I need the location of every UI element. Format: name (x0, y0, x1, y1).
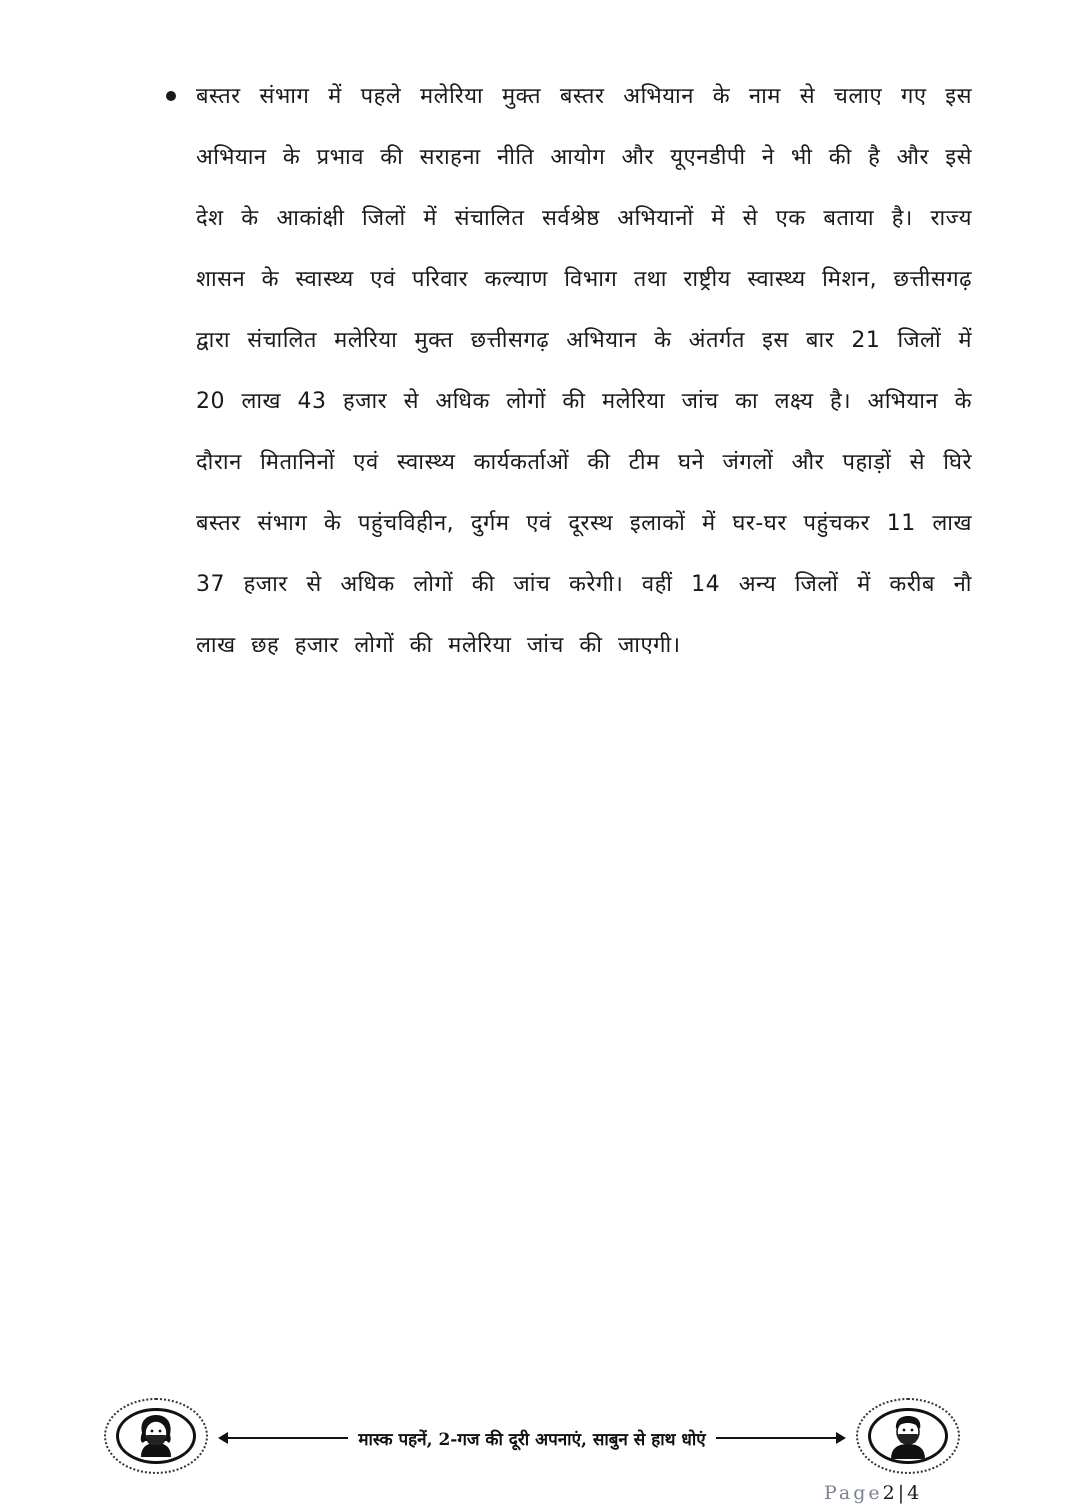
bullet-list-item (160, 66, 972, 676)
masked-woman-icon (116, 1408, 196, 1464)
body-paragraph: बस्तर संभाग में पहले मलेरिया मुक्त बस्तर अभियान के नाम से चलाए गए इस अभियान के प्रभाव की सराहना नीति आयोग और यूएनडीपी ने भी की है और इसे देश के आकांक्षी जिलों में संचालित सर्वश्रेष्ठ अभियानों में से एक बताया है। राज्य शासन के स्वास्थ्य एवं परिवार कल्याण विभाग तथा राष्ट्रीय स्वास्थ्य मिशन, छत्तीसगढ़ द्वारा संचालित मलेरिया मुक्त छत्तीसगढ़ अभियान के अंतर्गत इस बार 21 जिलों में 20 लाख 43 हजार से अधिक लोगों की मलेरिया जांच का लक्ष्य है। अभियान के दौरान मितानिनों एवं स्वास्थ्य कार्यकर्ताओं की टीम घने जंगलों और पहाड़ों से घिरे बस्तर संभाग के पहुंचविहीन, दुर्गम एवं दूरस्थ इलाकों में घर-घर पहुंचकर 11 लाख 37 हजार से अधिक लोगों की जांच करेगी। वहीं 14 अन्य जिलों में करीब नौ लाख छह हजार लोगों की मलेरिया जांच की जाएगी। (196, 84, 972, 658)
slogan-row (220, 1424, 844, 1452)
footer-banner (104, 1398, 960, 1478)
page-label: Page (824, 1482, 883, 1504)
total-pages: 4 (907, 1482, 920, 1504)
masked-woman-badge (104, 1398, 208, 1474)
bullet-icon (166, 91, 176, 101)
right-arrow-icon (716, 1437, 844, 1439)
covid-slogan: मास्क पहनें, 2-गज की दूरी अपनाएं, साबुन से हाथ धोएं (358, 1429, 706, 1450)
current-page: 2 (882, 1482, 895, 1504)
page-number (824, 1482, 919, 1504)
masked-man-icon (868, 1408, 948, 1464)
left-arrow-icon (220, 1437, 348, 1439)
page-separator: | (897, 1482, 905, 1504)
document-body (160, 66, 972, 676)
masked-man-badge (856, 1398, 960, 1474)
